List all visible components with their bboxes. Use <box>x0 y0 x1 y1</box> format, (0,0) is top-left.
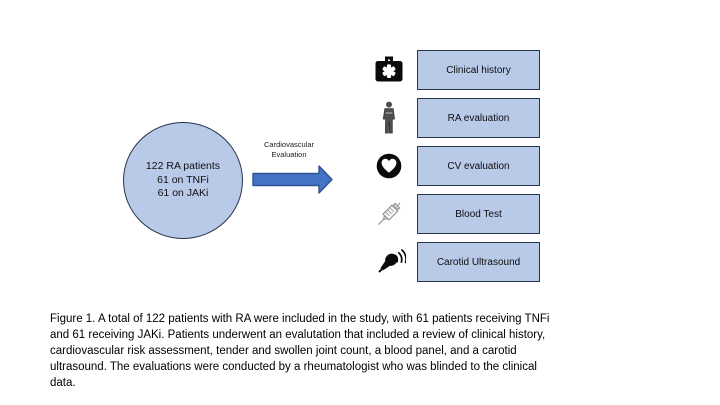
clinical-history-label: Clinical history <box>446 64 511 76</box>
population-tnfi: 61 on TNFi <box>157 173 209 186</box>
person-icon <box>372 101 406 135</box>
evaluation-row-blood-test <box>372 194 542 234</box>
population-circle <box>123 122 243 239</box>
caption-line: data. <box>50 377 76 389</box>
population-jaki: 61 on JAKi <box>157 187 209 200</box>
arrow-label-line1: Cardiovascular <box>263 140 315 149</box>
carotid-ultrasound-box <box>417 242 540 282</box>
ra-evaluation-box <box>417 98 540 138</box>
right-arrow-icon <box>252 164 334 195</box>
first-aid-kit-icon <box>372 53 406 87</box>
evaluation-row-clinical-history <box>372 50 542 90</box>
ra-evaluation-label: RA evaluation <box>447 112 510 124</box>
syringe-icon <box>372 197 406 231</box>
caption-line: and 61 receiving JAKi. Patients underwent an evalutation that included a review of clinical history, <box>50 329 546 341</box>
ultrasound-probe-icon <box>372 245 406 279</box>
cv-evaluation-box <box>417 146 540 186</box>
arrow-label-line2: Evaluation <box>271 149 307 159</box>
evaluation-row-carotid-ultrasound <box>372 242 542 282</box>
caption-line: Figure 1. A total of 122 patients with RA were included in the study, with 61 patients receiving TNFi <box>50 313 550 325</box>
blood-test-label: Blood Test <box>455 208 502 220</box>
caption-line: cardiovascular risk assessment, tender and swollen joint count, a blood panel, and a carotid <box>50 345 517 357</box>
carotid-ultrasound-label: Carotid Ultrasound <box>436 256 521 268</box>
clinical-history-box <box>417 50 540 90</box>
heart-icon <box>372 149 406 183</box>
figure-caption <box>50 311 690 391</box>
cv-evaluation-label: CV evaluation <box>447 160 510 172</box>
evaluation-row-ra-evaluation <box>372 98 542 138</box>
population-total: 122 RA patients <box>145 160 221 173</box>
blood-test-box <box>417 194 540 234</box>
arrow-label <box>248 140 330 159</box>
caption-line: ultrasound. The evaluations were conducted by a rheumatologist who was blinded to the clinical <box>50 361 537 373</box>
evaluation-row-cv-evaluation <box>372 146 542 186</box>
